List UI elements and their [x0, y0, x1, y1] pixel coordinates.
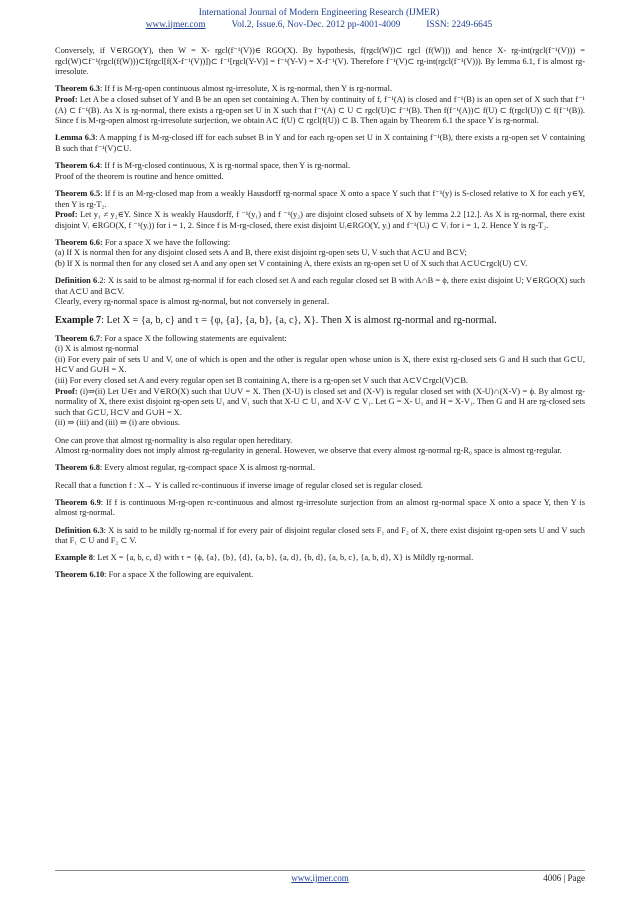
theorem-6-10: Theorem 6.10: For a space X the following are equivalent. [55, 570, 254, 580]
proof-6-5: Proof: Let y₁ ≠ y₂∈Y. Since X is weakly Hausdorff, f ⁻¹(y₁) and f ⁻¹(y₂) are disjoint closed subsets of X by lemma 2.2 [12.]. As X is rg-normal, there exist disjoint Vᵢ ∈RGO(X, f ⁻¹(yᵢ)) for i = 1, 2. Since f is M-rg-closed, there exist disjoint Uᵢ∈RGO(Y, yᵢ) and f⁻¹(Uᵢ) ⊂ Vᵢ for i = 1, 2. Hence Y is rg-T₂. [55, 210, 585, 230]
proof-6-3: Proof: Let A be a closed subset of Y and B be an open set containing A. Then by continuity of f, f⁻¹(A) is closed and f⁻¹(B) is an open set of X such that f⁻¹ (A) ⊂ f⁻¹(B). As X is rg-normal, there exists a rg-open set U in X such that f⁻¹(A) ⊂ U ⊂ rgcl(U)⊂ f⁻¹(B). Then f(f⁻¹(A))⊂ f(U) ⊂ f(rgcl(U)) ⊂ f(f⁻¹(B)). Since f is M-rg-open almost rg-irresolute surjection, we obtain A⊂ f(U) ⊂ rgcl(f(U)) ⊂ B. Then again by Theorem 6.1 the space Y is rg-normal. [55, 94, 585, 126]
theorem-6-7: Theorem 6.7: For a space X the following statements are equivalent: (i) X is almost rg-normal (ii) For every pair of sets U and V, one of which is open and the other is regular open whose union is X, there exist rg-closed sets G and H such that G⊂U, H⊂V and G∪H = X. (iii) For every closed set A and every regular open set B containing A, there is a rg-open set V such that A⊂V⊂rgcl(V)⊂B. [55, 333, 585, 385]
proof-6-7: Proof: (i)⇒(ii) Let U∈τ and V∈RO(X) such that U∪V = X. Then (X-U) is closed set and (X-V) is regular closed set with (X-U)∩(X-V) = ϕ. By almost rg-normality of X, there exist disjoint rg-open sets U₁ and V₁ such that X-U ⊂ U₁ and X-V ⊂ V₁. Let G = X- U₁ and H = X-V₁. Then G and H are rg-closed sets such that G⊂U, H⊂V and G∪H = X. (ii) ⇒ (iii) and (iii) ⇒ (i) are obvious. [55, 386, 585, 428]
paragraph-rc-continuous: Recall that a function f : X→ Y is called rc-continuous if inverse image of regular closed set is regular closed. [55, 480, 423, 490]
journal-url-link[interactable]: www.ijmer.com [145, 19, 206, 30]
theorem-6-8: Theorem 6.8: Every almost regular, rg-compact space X is almost rg-normal. [55, 463, 315, 473]
lemma-6-3: Lemma 6.3: A mapping f is M-rg-closed iff for each subset B in Y and for each rg-open set U in X containing f⁻¹(B), there exists a rg-open set V containing B such that f⁻¹(V)⊂U. [55, 133, 585, 153]
volume-info: Vol.2, Issue.6, Nov-Dec. 2012 pp-4001-4009 [231, 19, 401, 30]
theorem-6-5: Theorem 6.5: If f is an M-rg-closed map from a weakly Hausdorff rg-normal space X onto a space Y such that f⁻¹(y) is S-closed relative to X for each y∈Y, then Y is rg-T₂. [55, 188, 585, 209]
article-body [55, 46, 585, 588]
issn-info: ISSN: 2249-6645 [426, 19, 493, 30]
footer-url-link[interactable]: www.ijmer.com [291, 873, 349, 883]
example-8: Example 8: Let X = {a, b, c, d} with τ = {ϕ, {a}, {b}, {d}, {a, b}, {a, d}, {b, d}, {a, b, c}, {a, b, d}, X} is Mildly rg-normal. [55, 553, 474, 563]
paragraph-hereditary: One can prove that almost rg-normality is also regular open hereditary. Almost rg-normality does not imply almost rg-regularity in general. However, we observe that every almost rg-normal rg-R₀ space is almost rg-regular. [55, 435, 562, 456]
journal-title: International Journal of Modern Engineering Research (IJMER) [198, 8, 440, 18]
theorem-6-3: Theorem 6.3: If f is M-rg-open continuous almost rg-irresolute, X is rg-normal, then Y is rg-normal. [55, 84, 393, 94]
theorem-6-4: Theorem 6.4: If f is M-rg-closed continuous, X is rg-normal space, then Y is rg-normal. Proof of the theorem is routine and hence omitted. [55, 161, 351, 181]
theorem-6-6: Theorem 6.6: For a space X we have the following: (a) If X is normal then for any disjoint closed sets A and B, there exist disjoint rg-open sets U, V such that A⊂U and B⊂V; (b) If X is normal then for any closed set A and any open set V containing A, there exists an rg-open set U of X such that A⊂U⊂rgcl(U) ⊂V. [55, 237, 528, 269]
paragraph-conversely: Conversely, if V∈RGO(Y), then W = X- rgcl(f⁻¹(V))∈ RGO(X). By hypothesis, f(rgcl(W))⊂ rgcl (f(W))) and hence X- rg-int(rgcl(f⁻¹(V))) = rgcl(W)⊂f⁻¹(rgcl(f(W)))⊂f(rgcl[f(X-f⁻¹(V))])⊂ f⁻¹[rgcl(Y-V)] = f⁻¹(Y-V) = X-f⁻¹(V). Therefore f⁻¹(V)⊂ rg-int(rgcl(f⁻¹(V))). By lemma 6.1, f is almost rg-irresolute. [55, 46, 585, 77]
page-footer [55, 870, 585, 884]
page-number: 4006 | Page [543, 873, 585, 883]
definition-6-3: Definition 6.3: X is said to be mildly rg-normal if for every pair of disjoint regular closed sets F₁ and F₂ of X, there exist disjoint rg-open sets U and V such that F₁ ⊂ U and F₂ ⊂ V. [55, 525, 585, 546]
definition-6-2: Definition 6.2: X is said to be almost rg-normal if for each closed set A and each regular closed set B with A∩B = ϕ, there exist disjoint U; V∈RGO(X) such that A⊂U and B⊂V. Clearly, every rg-normal space is almost rg-normal, but not conversely in general. [55, 276, 585, 307]
footer-divider [55, 870, 585, 871]
example-7: Example 7: Let X = {a, b, c} and τ = {φ, {a}, {a, b}, {a, c}, X}. Then X is almost rg-normal and rg-normal. [55, 314, 497, 326]
header-meta-line [0, 20, 638, 32]
page-header [0, 8, 638, 31]
theorem-6-9: Theorem 6.9: If f is continuous M-rg-open rc-continuous and almost rg-irresolute surjection from an almost rg-normal space X onto a space Y, then Y is almost rg-normal. [55, 497, 585, 518]
